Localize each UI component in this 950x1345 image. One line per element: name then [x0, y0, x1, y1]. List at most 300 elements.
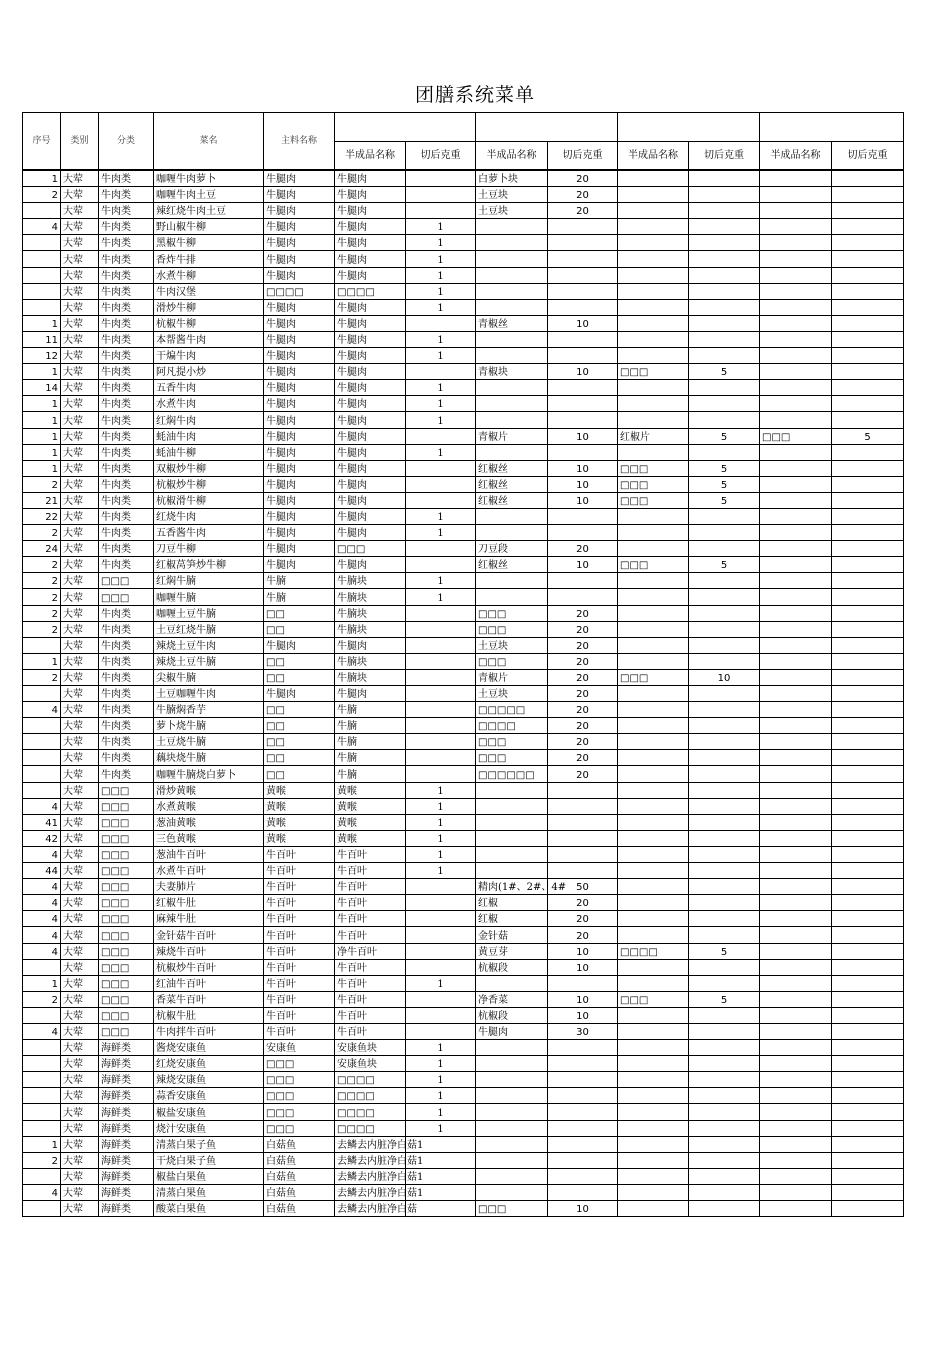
cell-cut-weight-3	[689, 605, 760, 621]
cell-index: 4	[23, 879, 61, 895]
cell-main-ingredient: 牛腿肉	[264, 364, 335, 380]
table-row	[23, 653, 904, 669]
cell-cut-weight-1	[406, 686, 476, 702]
cell-cut-weight-2	[548, 380, 618, 396]
cell-semi-name-2	[476, 1184, 548, 1200]
cell-dish: 牛肉拌牛百叶	[154, 1023, 264, 1039]
cell-dish: 水煮黄喉	[154, 798, 264, 814]
cell-cut-weight-1: 1	[406, 283, 476, 299]
cell-cut-weight-3	[689, 541, 760, 557]
cell-cut-weight-3	[689, 637, 760, 653]
cell-index: 12	[23, 348, 61, 364]
cell-semi-name-4	[760, 814, 832, 830]
cell-semi-name-4	[760, 653, 832, 669]
cell-class: 牛肉类	[99, 283, 154, 299]
cell-cut-weight-3	[689, 702, 760, 718]
cell-cut-weight-4	[832, 686, 904, 702]
cell-cut-weight-3: 5	[689, 428, 760, 444]
cell-semi-name-2: □□□	[476, 750, 548, 766]
cell-class: □□□	[99, 879, 154, 895]
cell-class: 牛肉类	[99, 187, 154, 203]
cell-semi-name-1: 牛腿肉	[335, 170, 406, 187]
cell-semi-name-1: 牛腿肉	[335, 251, 406, 267]
cell-index: 11	[23, 331, 61, 347]
cell-dish: 蒜香安康鱼	[154, 1088, 264, 1104]
cell-semi-name-2	[476, 782, 548, 798]
cell-semi-name-3: 红椒片	[618, 428, 689, 444]
cell-index	[23, 283, 61, 299]
cell-category: 大荤	[61, 1088, 99, 1104]
cell-dish: 杭椒牛柳	[154, 315, 264, 331]
cell-class: 海鲜类	[99, 1152, 154, 1168]
cell-dish: 红焖牛肉	[154, 412, 264, 428]
cell-semi-name-2: 牛腿肉	[476, 1023, 548, 1039]
cell-index	[23, 1168, 61, 1184]
cell-semi-name-1: 牛腩	[335, 750, 406, 766]
cell-semi-name-2: □□□□□□	[476, 766, 548, 782]
cell-category: 大荤	[61, 863, 99, 879]
cell-category: 大荤	[61, 943, 99, 959]
cell-semi-name-2: 红椒	[476, 911, 548, 927]
cell-main-ingredient: 黄喉	[264, 814, 335, 830]
cell-cut-weight-2	[548, 1072, 618, 1088]
cell-dish: 酱烧安康鱼	[154, 1040, 264, 1056]
cell-cut-weight-4	[832, 1007, 904, 1023]
cell-cut-weight-4	[832, 444, 904, 460]
cell-semi-name-3	[618, 1152, 689, 1168]
cell-semi-name-3	[618, 1104, 689, 1120]
cell-dish: 红油牛百叶	[154, 975, 264, 991]
cell-cut-weight-4	[832, 863, 904, 879]
cell-semi-name-1: 去鳞去内脏净白菇1	[335, 1184, 406, 1200]
cell-cut-weight-2	[548, 396, 618, 412]
cell-cut-weight-3	[689, 219, 760, 235]
cell-class: 牛肉类	[99, 734, 154, 750]
cell-category: 大荤	[61, 589, 99, 605]
table-row	[23, 766, 904, 782]
cell-cut-weight-4	[832, 782, 904, 798]
cell-index: 1	[23, 170, 61, 187]
cell-cut-weight-3	[689, 508, 760, 524]
cell-dish: 辣烧牛百叶	[154, 943, 264, 959]
table-row	[23, 331, 904, 347]
cell-semi-name-2: 红椒丝	[476, 557, 548, 573]
table-row	[23, 1168, 904, 1184]
cell-cut-weight-1	[406, 187, 476, 203]
cell-cut-weight-4	[832, 669, 904, 685]
cell-cut-weight-2: 20	[548, 702, 618, 718]
cell-index: 4	[23, 911, 61, 927]
cell-cut-weight-4	[832, 621, 904, 637]
cell-category: 大荤	[61, 927, 99, 943]
table-row	[23, 219, 904, 235]
cell-semi-name-1: □□□□	[335, 1120, 406, 1136]
cell-semi-name-3	[618, 895, 689, 911]
cell-dish: 牛肉汉堡	[154, 283, 264, 299]
cell-main-ingredient: 牛百叶	[264, 943, 335, 959]
cell-dish: 土豆烧牛腩	[154, 734, 264, 750]
cell-cut-weight-4	[832, 846, 904, 862]
cell-semi-name-4	[760, 750, 832, 766]
cell-semi-name-4	[760, 476, 832, 492]
cell-index: 2	[23, 187, 61, 203]
cell-cut-weight-2: 20	[548, 605, 618, 621]
cell-cut-weight-2	[548, 1184, 618, 1200]
cell-semi-name-2: 青椒丝	[476, 315, 548, 331]
cell-main-ingredient: 牛百叶	[264, 879, 335, 895]
cell-dish: 蚝油牛柳	[154, 444, 264, 460]
cell-category: 大荤	[61, 219, 99, 235]
cell-class: □□□	[99, 895, 154, 911]
cell-semi-name-3	[618, 203, 689, 219]
cell-index	[23, 718, 61, 734]
cell-dish: 香炸牛排	[154, 251, 264, 267]
cell-semi-name-2	[476, 798, 548, 814]
cell-cut-weight-4	[832, 975, 904, 991]
cell-dish: 咖喱土豆牛腩	[154, 605, 264, 621]
cell-class: 海鲜类	[99, 1088, 154, 1104]
cell-main-ingredient: □□	[264, 766, 335, 782]
cell-semi-name-2	[476, 1072, 548, 1088]
cell-dish: 黑椒牛柳	[154, 235, 264, 251]
cell-cut-weight-1: 1	[406, 782, 476, 798]
cell-class: 牛肉类	[99, 718, 154, 734]
cell-semi-name-2	[476, 219, 548, 235]
cell-semi-name-2: 白萝卜块	[476, 170, 548, 187]
cell-cut-weight-1	[406, 170, 476, 187]
cell-semi-name-4	[760, 235, 832, 251]
cell-semi-name-4	[760, 1184, 832, 1200]
cell-semi-name-4	[760, 573, 832, 589]
cell-cut-weight-3	[689, 1056, 760, 1072]
cell-cut-weight-4	[832, 170, 904, 187]
cell-semi-name-2	[476, 331, 548, 347]
cell-semi-name-4	[760, 1201, 832, 1217]
cell-semi-name-1: 牛腿肉	[335, 428, 406, 444]
cell-index: 2	[23, 573, 61, 589]
table-row	[23, 814, 904, 830]
cell-semi-name-4	[760, 846, 832, 862]
cell-cut-weight-4	[832, 1056, 904, 1072]
cell-cut-weight-1: 1	[406, 412, 476, 428]
cell-main-ingredient: 牛百叶	[264, 927, 335, 943]
menu-table	[22, 112, 904, 1217]
table-row	[23, 1007, 904, 1023]
cell-cut-weight-3: 5	[689, 364, 760, 380]
cell-index: 42	[23, 830, 61, 846]
cell-cut-weight-4	[832, 1040, 904, 1056]
cell-cut-weight-3	[689, 267, 760, 283]
cell-semi-name-1: 去鳞去内脏净白菇1	[335, 1136, 406, 1152]
cell-dish: 清蒸白果子鱼	[154, 1136, 264, 1152]
cell-cut-weight-3	[689, 927, 760, 943]
cell-semi-name-2: □□□□	[476, 718, 548, 734]
cell-semi-name-2: □□□	[476, 621, 548, 637]
cell-semi-name-4	[760, 830, 832, 846]
cell-cut-weight-1	[406, 621, 476, 637]
cell-semi-name-3	[618, 750, 689, 766]
cell-class: 牛肉类	[99, 653, 154, 669]
cell-semi-name-3	[618, 1184, 689, 1200]
cell-semi-name-1: 牛腿肉	[335, 380, 406, 396]
cell-class: 牛肉类	[99, 315, 154, 331]
cell-cut-weight-3	[689, 1088, 760, 1104]
cell-dish: 杭椒牛肚	[154, 1007, 264, 1023]
table-row	[23, 299, 904, 315]
cell-semi-name-3	[618, 1136, 689, 1152]
cell-cut-weight-2	[548, 573, 618, 589]
table-row	[23, 1201, 904, 1217]
cell-semi-name-2	[476, 1040, 548, 1056]
cell-semi-name-4	[760, 605, 832, 621]
cell-cut-weight-2	[548, 331, 618, 347]
cell-semi-name-3	[618, 1201, 689, 1217]
cell-cut-weight-2: 10	[548, 1007, 618, 1023]
cell-cut-weight-3	[689, 718, 760, 734]
table-row	[23, 605, 904, 621]
cell-category: 大荤	[61, 718, 99, 734]
cell-main-ingredient: □□	[264, 734, 335, 750]
cell-category: 大荤	[61, 476, 99, 492]
cell-index: 22	[23, 508, 61, 524]
cell-cut-weight-3: 5	[689, 476, 760, 492]
table-row	[23, 508, 904, 524]
cell-cut-weight-3	[689, 1168, 760, 1184]
cell-cut-weight-3	[689, 315, 760, 331]
cell-main-ingredient: 牛腩	[264, 573, 335, 589]
cell-semi-name-1: 牛腩块	[335, 573, 406, 589]
cell-cut-weight-1: 1	[406, 525, 476, 541]
cell-category: 大荤	[61, 669, 99, 685]
cell-semi-name-1: 去鳞去内脏净白菇	[335, 1201, 406, 1217]
cell-semi-name-2: 刀豆段	[476, 541, 548, 557]
cell-cut-weight-4	[832, 476, 904, 492]
cell-semi-name-3	[618, 267, 689, 283]
cell-cut-weight-3	[689, 396, 760, 412]
cell-index	[23, 267, 61, 283]
cell-category: 大荤	[61, 299, 99, 315]
cell-main-ingredient: 牛腿肉	[264, 396, 335, 412]
cell-cut-weight-4	[832, 589, 904, 605]
table-row	[23, 380, 904, 396]
cell-semi-name-1: 牛腿肉	[335, 331, 406, 347]
cell-cut-weight-1: 1	[406, 508, 476, 524]
cell-semi-name-4	[760, 669, 832, 685]
cell-semi-name-3	[618, 541, 689, 557]
cell-semi-name-2	[476, 444, 548, 460]
cell-dish: 夫妻肺片	[154, 879, 264, 895]
cell-semi-name-1: 牛腿肉	[335, 492, 406, 508]
cell-cut-weight-2	[548, 863, 618, 879]
cell-cut-weight-4	[832, 1136, 904, 1152]
cell-cut-weight-4	[832, 492, 904, 508]
table-row	[23, 669, 904, 685]
cell-semi-name-4	[760, 686, 832, 702]
table-row	[23, 573, 904, 589]
cell-main-ingredient: □□□□	[264, 283, 335, 299]
cell-dish: 麻辣牛肚	[154, 911, 264, 927]
cell-index	[23, 766, 61, 782]
cell-cut-weight-2: 50	[548, 879, 618, 895]
cell-dish: 萝卜烧牛腩	[154, 718, 264, 734]
cell-semi-name-3	[618, 959, 689, 975]
cell-semi-name-4	[760, 798, 832, 814]
table-row	[23, 686, 904, 702]
cell-dish: 清蒸白果鱼	[154, 1184, 264, 1200]
cell-cut-weight-4	[832, 396, 904, 412]
cell-semi-name-2	[476, 1056, 548, 1072]
cell-dish: 干烧白果子鱼	[154, 1152, 264, 1168]
cell-category: 大荤	[61, 798, 99, 814]
cell-cut-weight-4	[832, 235, 904, 251]
cell-cut-weight-4	[832, 219, 904, 235]
cell-cut-weight-3	[689, 1104, 760, 1120]
cell-cut-weight-4	[832, 1104, 904, 1120]
cell-semi-name-4	[760, 991, 832, 1007]
cell-cut-weight-4	[832, 508, 904, 524]
cell-semi-name-1: 牛腿肉	[335, 299, 406, 315]
cell-cut-weight-3	[689, 798, 760, 814]
cell-semi-name-3	[618, 637, 689, 653]
cell-semi-name-1: 牛百叶	[335, 863, 406, 879]
cell-semi-name-2	[476, 589, 548, 605]
table-row	[23, 943, 904, 959]
table-row	[23, 1136, 904, 1152]
cell-cut-weight-2: 10	[548, 315, 618, 331]
cell-cut-weight-3	[689, 573, 760, 589]
cell-semi-name-2: □□□	[476, 1201, 548, 1217]
cell-cut-weight-3: 5	[689, 460, 760, 476]
table-row	[23, 782, 904, 798]
cell-class: □□□	[99, 814, 154, 830]
cell-category: 大荤	[61, 557, 99, 573]
cell-category: 大荤	[61, 702, 99, 718]
header-semi-name: 半成品名称	[335, 142, 406, 171]
cell-semi-name-1: 牛百叶	[335, 1007, 406, 1023]
cell-cut-weight-2	[548, 235, 618, 251]
cell-cut-weight-3	[689, 412, 760, 428]
cell-semi-name-4: □□□	[760, 428, 832, 444]
cell-cut-weight-4	[832, 702, 904, 718]
cell-semi-name-1: 牛腿肉	[335, 508, 406, 524]
header-group-2	[476, 113, 618, 142]
cell-cut-weight-2: 20	[548, 541, 618, 557]
cell-dish: 阿凡提小炒	[154, 364, 264, 380]
header-semi-name: 半成品名称	[618, 142, 689, 171]
table-row	[23, 492, 904, 508]
cell-semi-name-1: 牛腩	[335, 702, 406, 718]
cell-semi-name-4	[760, 460, 832, 476]
cell-dish: 藕块烧牛腩	[154, 750, 264, 766]
cell-cut-weight-2: 20	[548, 718, 618, 734]
table-row	[23, 911, 904, 927]
table-row	[23, 460, 904, 476]
cell-dish: 葱油牛百叶	[154, 846, 264, 862]
cell-cut-weight-2: 10	[548, 991, 618, 1007]
cell-semi-name-4	[760, 879, 832, 895]
cell-semi-name-1: □□□□	[335, 1072, 406, 1088]
cell-category: 大荤	[61, 380, 99, 396]
cell-main-ingredient: 牛百叶	[264, 911, 335, 927]
cell-category: 大荤	[61, 508, 99, 524]
cell-semi-name-2	[476, 975, 548, 991]
cell-semi-name-3	[618, 734, 689, 750]
cell-cut-weight-4	[832, 1120, 904, 1136]
cell-dish: 刀豆牛柳	[154, 541, 264, 557]
cell-index: 1	[23, 653, 61, 669]
cell-class: □□□	[99, 959, 154, 975]
cell-cut-weight-4	[832, 1184, 904, 1200]
table-row	[23, 1152, 904, 1168]
cell-main-ingredient: 牛腿肉	[264, 525, 335, 541]
cell-semi-name-1: 去鳞去内脏净白菇1	[335, 1168, 406, 1184]
table-row	[23, 428, 904, 444]
cell-cut-weight-2: 20	[548, 637, 618, 653]
cell-semi-name-1: 牛腿肉	[335, 396, 406, 412]
cell-semi-name-1: 牛腩	[335, 718, 406, 734]
cell-main-ingredient: 安康鱼	[264, 1040, 335, 1056]
cell-index: 4	[23, 798, 61, 814]
cell-main-ingredient: 牛百叶	[264, 991, 335, 1007]
cell-main-ingredient: 白菇鱼	[264, 1168, 335, 1184]
cell-cut-weight-1: 1	[406, 1120, 476, 1136]
cell-semi-name-4	[760, 766, 832, 782]
cell-cut-weight-1: 1	[406, 348, 476, 364]
table-row	[23, 315, 904, 331]
cell-index	[23, 1040, 61, 1056]
cell-cut-weight-3	[689, 299, 760, 315]
cell-class: □□□	[99, 1023, 154, 1039]
cell-category: 大荤	[61, 734, 99, 750]
cell-semi-name-3	[618, 686, 689, 702]
cell-class: 牛肉类	[99, 686, 154, 702]
cell-semi-name-3	[618, 412, 689, 428]
cell-category: 大荤	[61, 170, 99, 187]
cell-cut-weight-4	[832, 557, 904, 573]
cell-category: 大荤	[61, 1104, 99, 1120]
cell-cut-weight-2	[548, 782, 618, 798]
cell-main-ingredient: □□□	[264, 1088, 335, 1104]
cell-semi-name-4	[760, 1088, 832, 1104]
cell-cut-weight-3	[689, 959, 760, 975]
cell-semi-name-2	[476, 380, 548, 396]
cell-semi-name-4	[760, 251, 832, 267]
table-body	[23, 170, 904, 1217]
cell-cut-weight-2: 20	[548, 750, 618, 766]
cell-semi-name-2	[476, 525, 548, 541]
cell-semi-name-3	[618, 975, 689, 991]
cell-class: 牛肉类	[99, 702, 154, 718]
cell-semi-name-3	[618, 879, 689, 895]
cell-semi-name-4	[760, 508, 832, 524]
cell-cut-weight-4	[832, 331, 904, 347]
cell-cut-weight-4	[832, 653, 904, 669]
cell-semi-name-3	[618, 1168, 689, 1184]
cell-cut-weight-4	[832, 541, 904, 557]
cell-cut-weight-2: 20	[548, 187, 618, 203]
cell-index: 2	[23, 1152, 61, 1168]
cell-cut-weight-2: 10	[548, 492, 618, 508]
cell-dish: 尖椒牛腩	[154, 669, 264, 685]
cell-semi-name-3: □□□	[618, 476, 689, 492]
cell-semi-name-4	[760, 541, 832, 557]
cell-index	[23, 1072, 61, 1088]
cell-class: □□□	[99, 573, 154, 589]
cell-semi-name-1: 牛腿肉	[335, 187, 406, 203]
cell-cut-weight-4	[832, 348, 904, 364]
cell-cut-weight-3	[689, 235, 760, 251]
cell-semi-name-1: 牛腿肉	[335, 203, 406, 219]
